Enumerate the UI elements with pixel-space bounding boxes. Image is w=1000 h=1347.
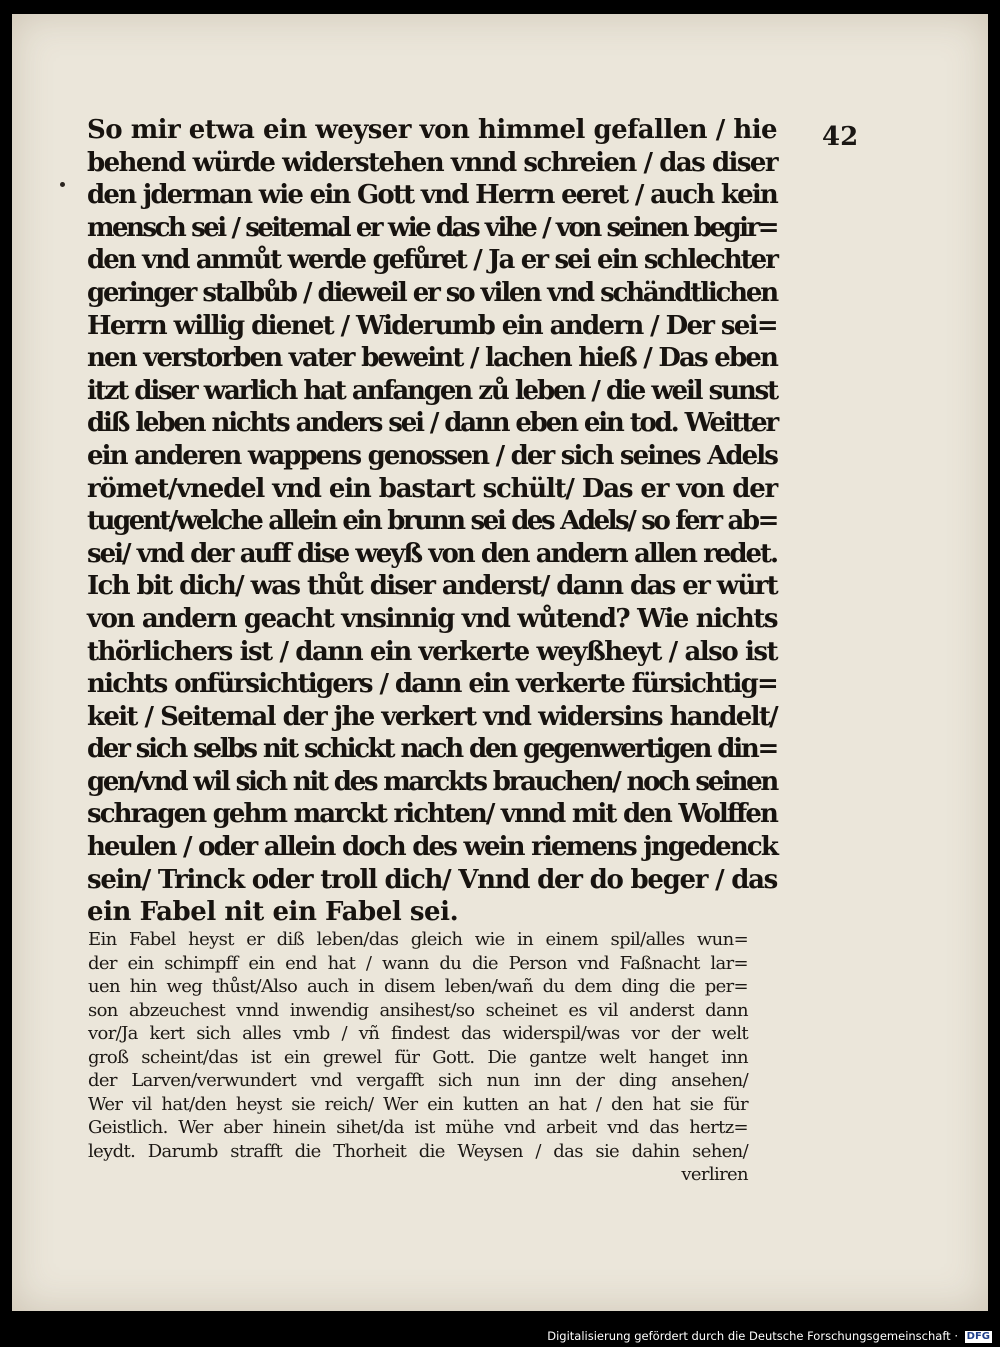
main-text-line: sei/ vnd der auff dise weyß von den andern allen redet.	[87, 538, 777, 569]
ink-speck	[60, 182, 65, 187]
page-number: 42	[822, 122, 859, 152]
commentary-line: son abzeuchest vnnd inwendig ansihest/so scheinet es vil anderst dann	[88, 999, 748, 1021]
commentary-line: Wer vil hat/den heyst sie reich/ Wer ein kutten an hat / den hat sie für	[88, 1093, 748, 1115]
commentary-line: Ein Fabel heyst er diß leben/das gleich wie in einem spil/alles wun=	[88, 929, 748, 950]
main-text-line: thörlichers ist / dann ein verkerte weyßheyt / also ist	[87, 636, 777, 667]
dfg-logo: DFG	[966, 1330, 990, 1342]
main-text-line: nen verstorben vater beweint / lachen hieß / Das eben	[87, 343, 777, 374]
main-text-block	[87, 114, 777, 929]
main-text-line: mensch sei / seitemal er wie das vihe / von seinen begir=	[87, 212, 777, 243]
main-text-line: schragen gehm marckt richten/ vnnd mit den Wolffen	[87, 799, 777, 830]
commentary-line: groß scheint/das ist ein grewel für Gott. Die gantze welt hanget inn	[88, 1046, 748, 1068]
main-text-line: den vnd anmůt werde gefůret / Ja er sei ein schlechter	[87, 245, 777, 276]
main-text-line: ein Fabel nit ein Fabel sei.	[87, 897, 459, 928]
scanned-page	[12, 14, 988, 1311]
main-text-line: gen/vnd wil sich nit des marckts brauchen/ noch seinen	[87, 766, 777, 797]
main-text-line: nichts onfürsichtigers / dann ein verkerte fürsichtig=	[87, 669, 777, 700]
main-text-line: römet/vnedel vnd ein bastart schült/ Das er von der	[87, 473, 777, 504]
main-text-line: der sich selbs nit schickt nach den gegenwertigen din=	[87, 734, 777, 765]
main-text-line: tugent/welche allein ein brunn sei des Adels/ so ferr ab=	[87, 506, 777, 537]
main-text-line: Herrn willig dienet / Widerumb ein andern / Der sei=	[87, 310, 777, 341]
main-text-line: heulen / oder allein doch des wein riemens jngedenck	[87, 832, 777, 863]
main-text-line: von andern geacht vnsinnig vnd wůtend? Wie nichts	[87, 603, 777, 634]
commentary-line: uen hin weg thůst/Also auch in disem leben/wañ du dem ding die per=	[88, 976, 748, 997]
main-text-line: So mir etwa ein weyser von himmel gefallen / hie	[87, 115, 777, 145]
commentary-line: vor/Ja kert sich alles vmb / vñ findest das widerspil/was vor der welt	[88, 1023, 748, 1044]
main-text-line: ein anderen wappens genossen / der sich seines Adels	[87, 440, 777, 471]
main-text-line: den jderman wie ein Gott vnd Herrn eeret / auch kein	[87, 180, 777, 211]
main-text-line: geringer stalbůb / dieweil er so vilen vnd schändtlichen	[87, 277, 777, 308]
commentary-line: Geistlich. Wer aber hinein sihet/da ist mühe vnd arbeit vnd das hertz=	[88, 1117, 748, 1138]
commentary-block	[88, 928, 748, 1187]
commentary-line: der Larven/verwundert vnd vergafft sich nun inn der ding ansehen/	[88, 1070, 748, 1091]
credit-text: Digitalisierung gefördert durch die Deutsche Forschungsgemeinschaft ·	[547, 1329, 958, 1343]
main-text-line: sein/ Trinck oder troll dich/ Vnnd der do beger / das	[87, 864, 777, 895]
commentary-line: leydt. Darumb strafft die Thorheit die Weysen / das sie dahin sehen/	[88, 1140, 748, 1162]
digitization-credit	[547, 1329, 992, 1343]
main-text-line: keit / Seitemal der jhe verkert vnd widersins handelt/	[87, 701, 777, 732]
commentary-line: der ein schimpff ein end hat / wann du die Person vnd Faßnacht lar=	[88, 952, 748, 974]
main-text-line: Ich bit dich/ was thůt diser anderst/ dann das er würt	[87, 571, 777, 602]
catchword: verliren	[681, 1164, 748, 1185]
main-text-line: itzt diser warlich hat anfangen zů leben / die weil sunst	[87, 375, 777, 406]
main-text-line: behend würde widerstehen vnnd schreien / das diser	[87, 147, 777, 178]
main-text-line: diß leben nichts anders sei / dann eben ein tod. Weitter	[87, 408, 777, 439]
